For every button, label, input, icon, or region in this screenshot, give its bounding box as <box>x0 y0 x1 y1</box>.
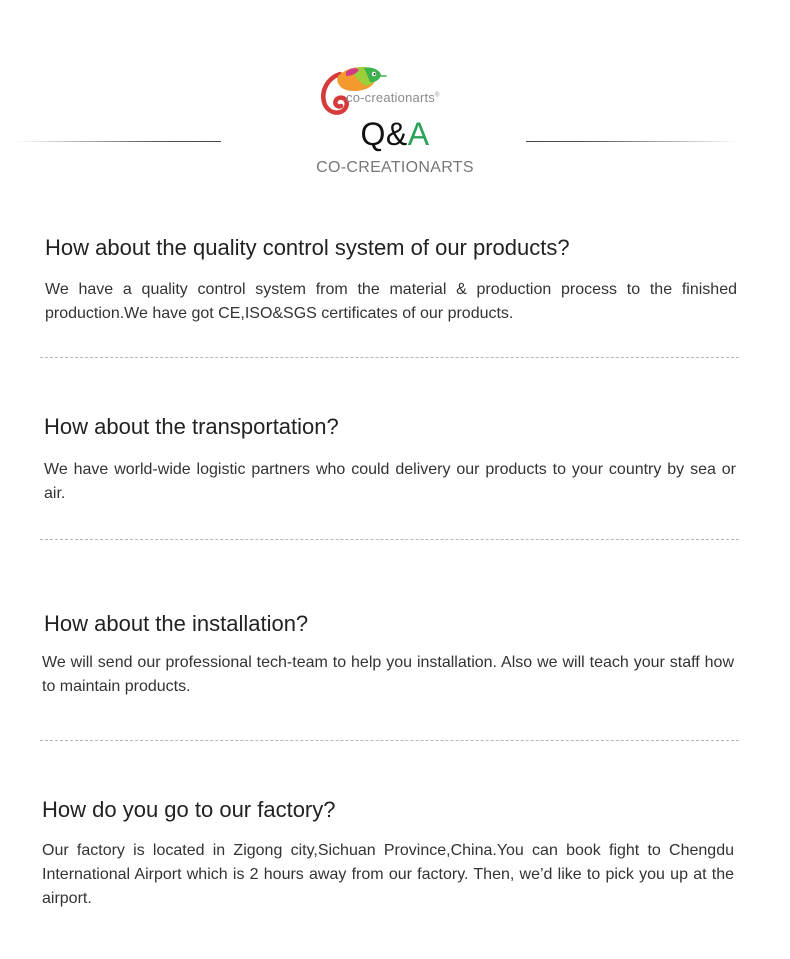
faq-divider <box>40 357 739 358</box>
faq-question: How about the installation? <box>44 611 309 636</box>
faq-item <box>45 234 737 326</box>
faq-item <box>42 610 734 699</box>
faq-question: How do you go to our factory? <box>42 797 336 822</box>
page-subtitle: CO-CREATIONARTS <box>316 159 474 176</box>
faq-answer: We have a quality control system from the material & production process to the finished production.We have got CE,ISO&SGS certificates of our products. <box>45 281 737 322</box>
faq-answer: We will send our professional tech-team to help you installation. Also we will teach your staff how to maintain products. <box>42 654 734 695</box>
qa-header <box>0 0 790 200</box>
page-title: Q&A <box>360 116 430 152</box>
faq-answer: Our factory is located in Zigong city,Sichuan Province,China.You can book fight to Chengdu International Airport which is 2 hours away from our factory. Then, we’d like to pick you up at the airport. <box>42 842 734 907</box>
faq-divider <box>40 539 739 540</box>
faq-item <box>44 413 736 506</box>
faq-answer: We have world-wide logistic partners who could delivery our products to your country by sea or air. <box>44 461 736 502</box>
brand-wordmark: co-creationarts® <box>346 90 440 105</box>
faq-item <box>42 796 734 911</box>
faq-question: How about the transportation? <box>44 414 339 439</box>
faq-divider <box>40 740 739 741</box>
faq-question: How about the quality control system of our products? <box>45 235 570 260</box>
